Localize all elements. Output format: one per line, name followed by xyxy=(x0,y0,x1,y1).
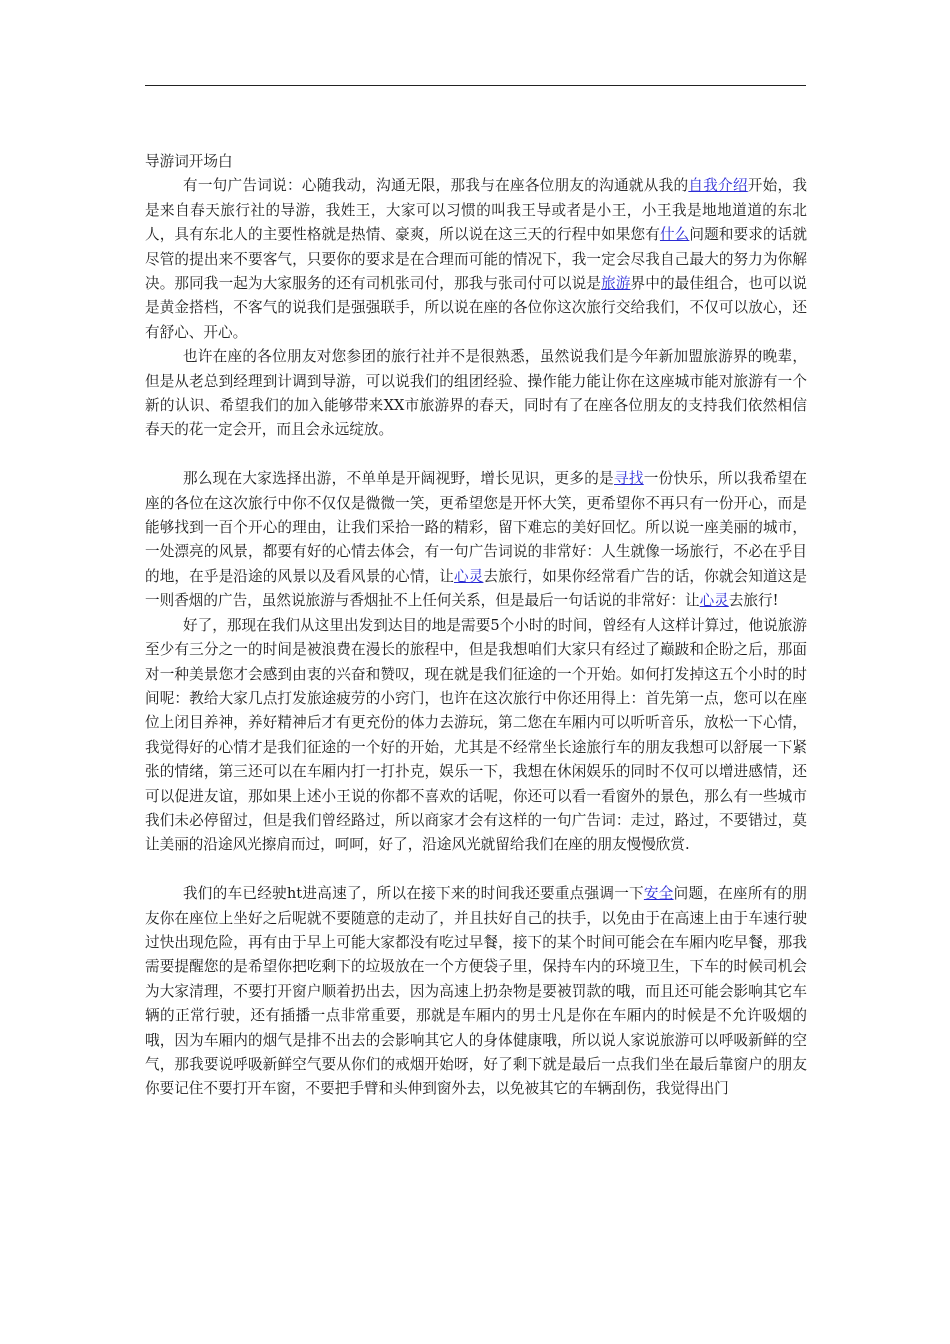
inline-link[interactable]: 心灵 xyxy=(699,592,729,610)
paragraph-travel-mood xyxy=(145,467,807,613)
inline-link[interactable]: 旅游 xyxy=(601,275,631,293)
inline-link[interactable]: 心灵 xyxy=(453,567,484,585)
text-run: 问题和要求的话就尽管的提出来不要客气，只要你的要求是在合理而可能的情况下，我一定会尽我自己最大的努力为你解决。那同我一起为大家服务的还有司机张司付，那我与张司付可以说是 xyxy=(145,226,807,293)
paragraph-intro xyxy=(145,174,807,345)
inline-link[interactable]: 什么 xyxy=(659,226,690,244)
inline-link[interactable]: 寻找 xyxy=(614,470,644,488)
paragraph-safety xyxy=(145,882,807,1102)
header-rule xyxy=(145,85,806,86)
text-run: 开始，我是来自春天旅行社的导游，我姓王，大家可以习惯的叫我王导或者是小王，小王我是地地道道的东北人，具有东北人的主要性格就是热情、豪爽，所以说在这三天的行程中如果您有 xyxy=(145,177,807,244)
inline-link[interactable]: 安全 xyxy=(643,885,674,903)
inline-link[interactable]: 自我介绍 xyxy=(688,177,748,195)
paragraph-agency xyxy=(145,345,807,443)
text-run: 去旅行! xyxy=(728,592,779,610)
text-run: 有一句广告词说：心随我动，沟通无限，那我与在座各位朋友的沟通就从我的 xyxy=(182,177,689,195)
paragraph-gap xyxy=(145,443,807,467)
text-run: 去旅行，如果你经常看广告的话，你就会知道这是一则香烟的广告，虽然说旅游与香烟扯不上任何关系，但是最后一句话说的非常好：让 xyxy=(145,567,807,610)
document-body xyxy=(145,150,807,1102)
text-run: 好了，那现在我们从这里出发到达目的地是需要5个小时的时间，曾经有人这样计算过，他说旅游至少有三分之一的时间是被浪费在漫长的旅程中，但是我想咱们大家只有经过了巅跛和企盼之后，那面对一种美景您才会感到由衷的兴奋和赞叹，现在就是我们征途的一个开始。如何打发掉这五个小时的时间呢：教给大家几点打发旅途疲劳的小窍门，也许在这次旅行中你还用得上：首先第一点，您可以在座位上闭目养神，养好精神后才有更充份的体力去游玩，第二您在车厢内可以听听音乐，放松一下心情，我觉得好的心情才是我们征途的一个好的开始，尤其是不经常坐长途旅行车的朋友我想可以舒展一下紧张的情绪，第三还可以在车厢内打一打扑克，娱乐一下，我想在休闲娱乐的同时不仅可以增进感情，还可以促进友谊，那如果上述小王说的你都不喜欢的话呢，你还可以看一看窗外的景色，那么有一些城市我们未必停留过，但是我们曾经路过，所以商家才会有这样的一句广告词：走过，路过，不要错过，莫让美丽的沿途风光擦肩而过，呵呵，好了，沿途风光就留给我们在座的朋友慢慢欣赏. xyxy=(145,616,807,854)
text-run: 一份快乐，所以我希望在座的各位在这次旅行中你不仅仅是微微一笑，更希望您是开怀大笑，更希望你不再只有一份开心，而是能够找到一百个开心的理由，让我们采拾一路的精彩，留下难忘的美好回忆。所以说一座美丽的城市，一处漂亮的风景，都要有好的心情去体会，有一句广告词说的非常好：人生就像一场旅行，不必在乎目的地，在乎是沿途的风景以及看风景的心情，让 xyxy=(145,470,807,585)
paragraph-gap xyxy=(145,858,807,882)
text-run: 那么现在大家选择出游，不单单是开阔视野，增长见识，更多的是 xyxy=(182,470,614,488)
paragraph-journey-tips xyxy=(145,614,807,858)
text-run: 我们的车已经驶ht进高速了，所以在接下来的时间我还要重点强调一下 xyxy=(182,885,644,903)
text-run: 界中的最佳组合，也可以说是黄金搭档，不客气的说我们是强强联手，所以说在座的各位你这次旅行交给我们，不仅可以放心，还有舒心、开心。 xyxy=(145,275,807,341)
text-run: 问题，在座所有的朋友你在座位上坐好之后呢就不要随意的走动了，并且扶好自己的扶手，以免由于在高速上由于车速行驶过快出现危险，再有由于早上可能大家都没有吃过早餐，接下的某个时间可能会在车厢内吃早餐，那我需要提醒您的是希望你把吃剩下的垃圾放在一个方便袋子里，保持车内的环境卫生，下车的时候司机会为大家清理，不要打开窗户顺着扔出去，因为高速上扔杂物是要被罚款的哦，而且还可能会影响其它车辆的正常行驶，还有插播一点非常重要，那就是车厢内的男士凡是你在车厢内的时候是不允许吸烟的哦，因为车厢内的烟气是排不出去的会影响其它人的身体健康哦，所以说人家说旅游可以呼吸新鲜的空气，那我要说呼吸新鲜空气要从你们的戒烟开始呀，好了剩下就是最后一点我们坐在最后靠窗户的朋友你要记住不要打开车窗，不要把手臂和头伸到窗外去，以免被其它的车辆刮伤，我觉得出门 xyxy=(145,885,807,1098)
document-title: 导游词开场白 xyxy=(145,153,233,170)
text-run: 也许在座的各位朋友对您参团的旅行社并不是很熟悉，虽然说我们是今年新加盟旅游界的晚辈，但是从老总到经理到计调到导游，可以说我们的组团经验、操作能力能让你在这座城市能对旅游有一个新的认识、希望我们的加入能够带来XX市旅游界的春天，同时有了在座各位朋友的支持我们依然相信春天的花一定会开，而且会永远绽放。 xyxy=(145,348,807,439)
